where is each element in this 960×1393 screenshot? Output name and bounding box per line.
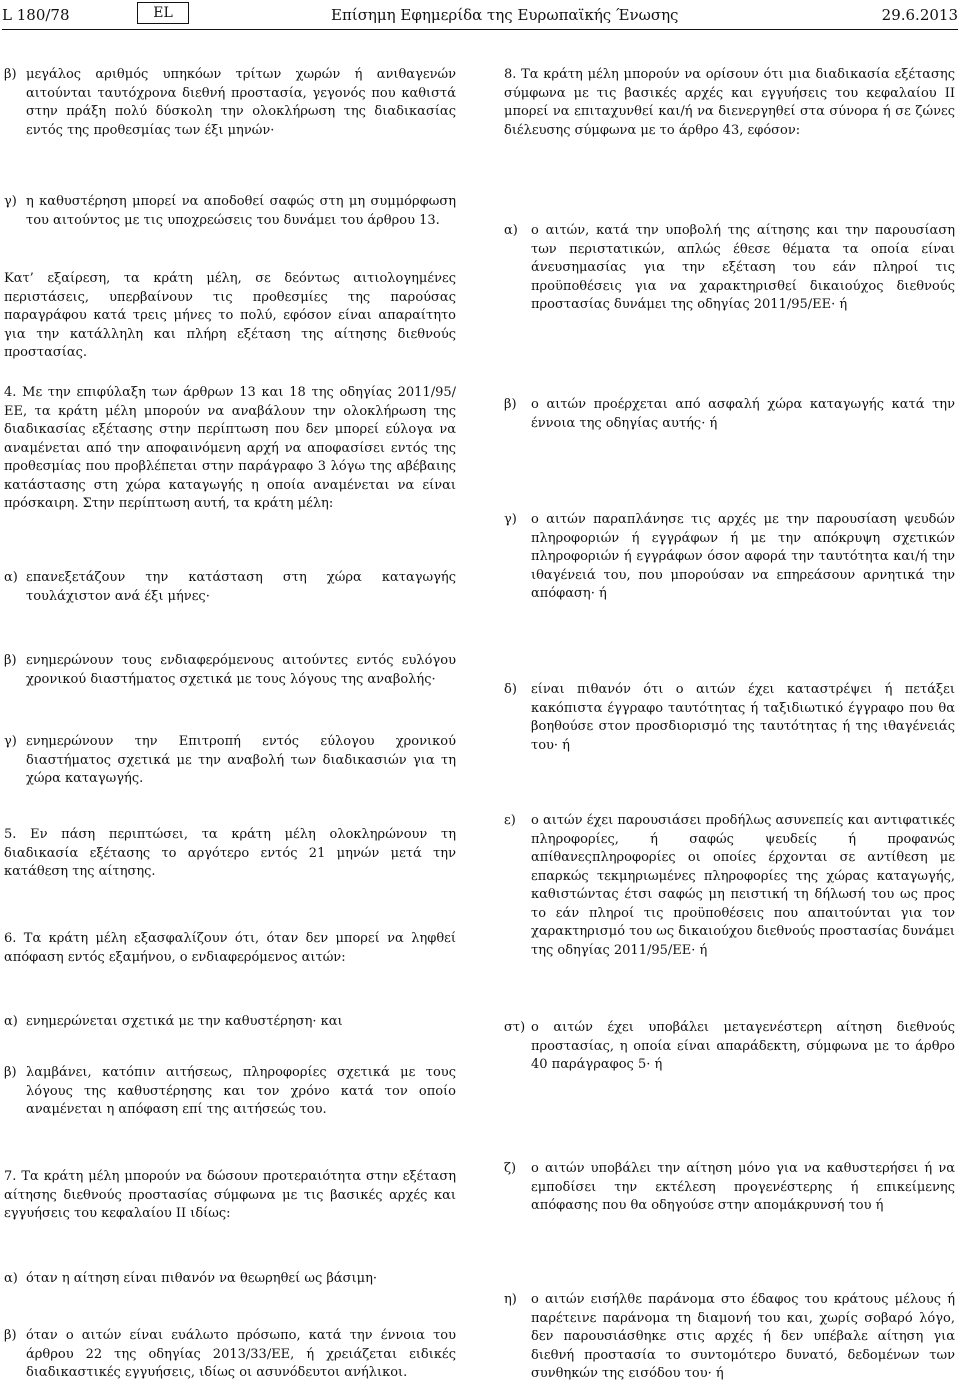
list-item-right-a <box>504 222 955 315</box>
item-text: λαμβάνει, κατόπιν αιτήσεως, πληροφορίες σχετικά με τους λόγους της καθυστέρησης και τον χρόνο κατά τον οποίο αναμένεται η απόφαση επί της αιτήσεώς του. <box>26 1065 456 1117</box>
item-label: α) <box>4 1014 18 1029</box>
item-label: η) <box>504 1292 517 1307</box>
item-label: α) <box>504 223 518 238</box>
item-label: α) <box>4 570 18 585</box>
item-text: ο αιτών εισήλθε παράνομα στο έδαφος του κράτους μέλους ή παρέτεινε παράνομα τη διαμονή του και, χωρίς σοβαρό λόγο, δεν παρουσιάσθηκε στις αρχές ή δεν υπέβαλε αίτηση για διεθνή προστασία το συντομότερο δυνατό, δεδομένων των συνθηκών της εισόδου του· ή <box>531 1292 955 1381</box>
list-item-p7-b <box>4 1327 456 1383</box>
item-text: ο αιτών υποβάλει την αίτηση μόνο για να καθυστερήσει ή να εμποδίσει την εκτέλεση προγενέστερης ή επικείμενης απόφασης που θα οδηγούσε στην απομάκρυνσή του ή <box>531 1161 955 1213</box>
item-text: όταν ο αιτών είναι ευάλωτο πρόσωπο, κατά την έννοια του άρθρου 22 της οδηγίας 2013/33/ΕΕ, ή χρειάζεται ειδικές διαδικαστικές εγγυήσεις, ιδίως οι ασυνόδευτοι ανήλικοι. <box>26 1328 456 1380</box>
item-text: ο αιτών προέρχεται από ασφαλή χώρα καταγωγής κατά την έννοια της οδηγίας αυτής· ή <box>531 397 955 431</box>
item-label: ε) <box>504 813 516 828</box>
item-label: γ) <box>4 194 17 209</box>
item-text: ενημερώνουν τους ενδιαφερόμενους αιτούντες εντός ευλόγου χρονικού διαστήματος σχετικά με τους λόγους της αναβολής· <box>26 653 456 687</box>
exception-paragraph: Κατ’ εξαίρεση, τα κράτη μέλη, σε δεόντως αιτιολογημένες περιστάσεις, υπερβαίνουν τις προθεσμίες της παρούσας παραγράφου κατά τρεις μήνες το πολύ, εφόσον είναι απαραίτητο για την κατάλληλη και πλήρη εξέταση της αίτησης διεθνούς προστασίας. <box>4 271 456 360</box>
list-item-left-b <box>4 66 456 140</box>
list-item-right-b <box>504 396 955 433</box>
item-label: β) <box>4 1328 17 1343</box>
paragraph-8: 8. Τα κράτη μέλη μπορούν να ορίσουν ότι μια διαδικασία εξέτασης σύμφωνα με τις βασικές αρχές και εγγυήσεις του κεφαλαίου ΙΙ μπορεί να επιταχυνθεί και/ή να διενεργηθεί στα σύνορα ή σε ζώνες διέλευσης σύμφωνα με το άρθρο 43, εφόσον: <box>504 67 955 138</box>
publication-date: 29.6.2013 <box>881 6 958 24</box>
list-item-right-c <box>504 511 955 604</box>
paragraph-6: 6. Τα κράτη μέλη εξασφαλίζουν ότι, όταν δεν μπορεί να ληφθεί απόφαση εντός εξαμήνου, ο ενδιαφερόμενος αιτών: <box>4 931 456 965</box>
item-label: γ) <box>4 734 17 749</box>
item-label: στ) <box>504 1020 526 1035</box>
header-rule <box>2 29 958 30</box>
list-item-p4-c <box>4 733 456 789</box>
item-text: η καθυστέρηση μπορεί να αποδοθεί σαφώς στη μη συμμόρφωση του αιτούντος με τις υποχρεώσεις του δυνάμει του άρθρου 13. <box>26 194 456 228</box>
item-text: ενημερώνουν την Επιτροπή εντός εύλογου χρονικού διαστήματος σχετικά με την αναβολή των διαδικασιών για τη χώρα καταγωγής. <box>26 734 456 786</box>
item-text: ενημερώνεται σχετικά με την καθυστέρηση· και <box>26 1014 343 1029</box>
page-number: L 180/78 <box>2 6 70 24</box>
list-item-left-c <box>4 193 456 230</box>
item-label: δ) <box>504 682 517 697</box>
item-label: γ) <box>504 512 517 527</box>
list-item-right-d <box>504 681 955 755</box>
list-item-right-st <box>504 1019 955 1075</box>
list-item-p7-a <box>4 1270 456 1289</box>
list-item-right-z <box>504 1160 955 1216</box>
item-text: ο αιτών έχει υποβάλει μεταγενέστερη αίτηση διεθνούς προστασίας, η οποία είναι απαράδεκτη, σύμφωνα με το άρθρο 40 παράγραφος 5· ή <box>531 1020 955 1072</box>
item-text: μεγάλος αριθμός υπηκόων τρίτων χωρών ή ανιθαγενών αιτούνται ταυτόχρονα διεθνή προστασία, γεγονός που καθιστά στην πράξη πολύ δύσκολη την ολοκλήρωση της διαδικασίας εντός της προθεσμίας των έξι μηνών· <box>26 67 456 138</box>
item-text: είναι πιθανόν ότι ο αιτών έχει καταστρέψει ή πετάξει κακόπιστα έγγραφο ταυτότητας ή ταξιδιωτικό έγγραφο που θα βοηθούσε στον προσδιορισμό της ταυτότητας ή της ιθαγένειάς του· ή <box>531 682 955 753</box>
item-text: ο αιτών παραπλάνησε τις αρχές με την παρουσίαση ψευδών πληροφοριών ή εγγράφων ή με την απόκρυψη σχετικών πληροφοριών ή εγγράφων όσον αφορά την ταυτότητα και/ή την ιθαγένειά του, που μπορούσαν να επηρεάσουν αρνητικά την απόφαση· ή <box>531 512 955 601</box>
item-label: β) <box>4 653 17 668</box>
item-text: όταν η αίτηση είναι πιθανόν να θεωρηθεί ως βάσιμη· <box>26 1271 378 1286</box>
paragraph-7: 7. Τα κράτη μέλη μπορούν να δώσουν προτεραιότητα στην εξέταση αίτησης διεθνούς προστασίας σύμφωνα με τις βασικές αρχές και εγγυήσεις του κεφαλαίου ΙΙ ιδίως: <box>4 1169 456 1221</box>
item-text: επανεξετάζουν την κατάσταση στη χώρα καταγωγής τουλάχιστον ανά έξι μήνες· <box>26 570 456 604</box>
language-badge: EL <box>137 2 189 24</box>
item-text: ο αιτών, κατά την υποβολή της αίτησης και την παρουσίαση των περιστατικών, απλώς έθεσε θέματα τα οποία είναι άνευσημασίας για την εξέταση του εάν πληροί τις προϋποθέσεις για να χαρακτηρισθεί δικαιούχος διεθνούς προστασίας δυνάμει της οδηγίας 2011/95/ΕΕ· ή <box>531 223 955 312</box>
item-text: ο αιτών έχει παρουσιάσει προδήλως ασυνεπείς και αντιφατικές πληροφορίες, ή σαφώς ψευδείς ή προφανώς απίθανεςπληροφορίες οι οποίες έρχονται σε αντίθεση με επαρκώς τεκμηριωμένες πληροφορίες της χώρας καταγωγής, καθιστώντας έτσι σαφώς μη πειστική τη δήλωσή του ως προς το εάν πληροί τις προϋποθέσεις που απαιτούνται για τον χαρακτηρισμό του ως δικαιούχου διεθνούς προστασίας δυνάμει της οδηγίας 2011/95/ΕΕ· ή <box>531 813 955 958</box>
journal-title: Επίσημη Εφημερίδα της Ευρωπαϊκής Ένωσης <box>331 6 679 24</box>
list-item-right-h <box>504 1291 955 1384</box>
list-item-p6-b <box>4 1064 456 1120</box>
item-label: α) <box>4 1271 18 1286</box>
paragraph-5: 5. Εν πάση περιπτώσει, τα κράτη μέλη ολοκληρώνουν τη διαδικασία εξέτασης το αργότερο εντός 21 μηνών μετά την κατάθεση της αίτησης. <box>4 827 456 879</box>
list-item-right-e <box>504 812 955 960</box>
item-label: β) <box>4 67 17 82</box>
item-label: β) <box>4 1065 17 1080</box>
paragraph-4: 4. Με την επιφύλαξη των άρθρων 13 και 18 της οδηγίας 2011/95/ΕΕ, τα κράτη μέλη μπορούν να αναβάλουν την ολοκλήρωση της διαδικασίας εξέτασης στην περίπτωση που δεν μπορεί εύλογα να αναμένεται από την αποφαινόμενη αρχή να αποφασίσει εντός της προθεσμίας που προβλέπεται στην παράγραφο 3 λόγω της αβέβαιης κατάστασης στη χώρα καταγωγής η οποία αναμένεται να είναι πρόσκαιρη. Στην περίπτωση αυτή, τα κράτη μέλη: <box>4 385 456 511</box>
item-label: ζ) <box>504 1161 517 1176</box>
list-item-p6-a <box>4 1013 456 1032</box>
list-item-p4-a <box>4 569 456 606</box>
item-label: β) <box>504 397 517 412</box>
list-item-p4-b <box>4 652 456 689</box>
